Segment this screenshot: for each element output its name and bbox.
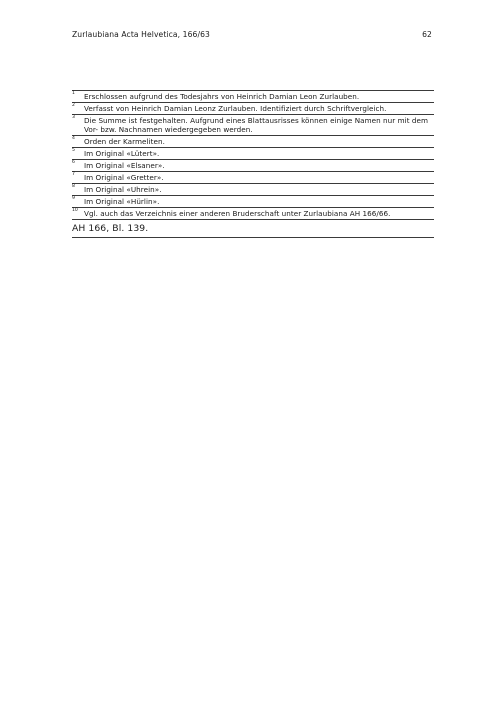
footnote-text: Orden der Karmeliten. — [84, 137, 165, 146]
footnote-number: 7 — [72, 172, 75, 177]
footnote-4 — [72, 135, 434, 147]
footnote-text: Verfasst von Heinrich Damian Leonz Zurlauben. Identifiziert durch Schriftvergleich. — [84, 104, 387, 113]
footnote-number: 8 — [72, 184, 75, 189]
footnote-text: Im Original «Hürlin». — [84, 197, 160, 206]
footnote-text: Im Original «Elsaner». — [84, 161, 165, 170]
footnote-number: 6 — [72, 160, 75, 165]
footnote-6 — [72, 159, 434, 171]
footnote-text: Im Original «Gretter». — [84, 173, 164, 182]
header-title: Zurlaubiana Acta Helvetica, 166/63 — [72, 30, 210, 39]
footnote-2 — [72, 102, 434, 114]
footnote-5 — [72, 147, 434, 159]
footnotes-section — [72, 90, 434, 238]
footnote-number: 2 — [72, 103, 75, 108]
footnote-text: Vgl. auch das Verzeichnis einer anderen Bruderschaft unter Zurlaubiana AH 166/66. — [84, 209, 391, 218]
footnote-text: Erschlossen aufgrund des Todesjahrs von Heinrich Damian Leon Zurlauben. — [84, 92, 360, 101]
footnote-3 — [72, 114, 434, 135]
footnote-text: Die Summe ist festgehalten. Aufgrund eines Blattausrisses können einige Namen nur mit dem Vor- bzw. Nachnamen wiedergegeben werden. — [84, 116, 429, 134]
footnote-text: Im Original «Uhrein». — [84, 185, 162, 194]
footnote-number: 3 — [72, 115, 75, 120]
footnote-1 — [72, 90, 434, 102]
footnote-8 — [72, 183, 434, 195]
running-header — [72, 29, 432, 41]
footnote-number: 4 — [72, 136, 75, 141]
page-number: 62 — [422, 30, 432, 39]
footnote-text: Im Original «Lütert». — [84, 149, 160, 158]
source-reference: AH 166, Bl. 139. — [72, 219, 434, 238]
footnote-number: 5 — [72, 148, 75, 153]
footnote-7 — [72, 171, 434, 183]
footnote-10 — [72, 207, 434, 219]
footnote-number: 9 — [72, 196, 75, 201]
footnote-number: 10 — [72, 208, 78, 213]
footnote-number: 1 — [72, 91, 75, 96]
footnote-9 — [72, 195, 434, 207]
